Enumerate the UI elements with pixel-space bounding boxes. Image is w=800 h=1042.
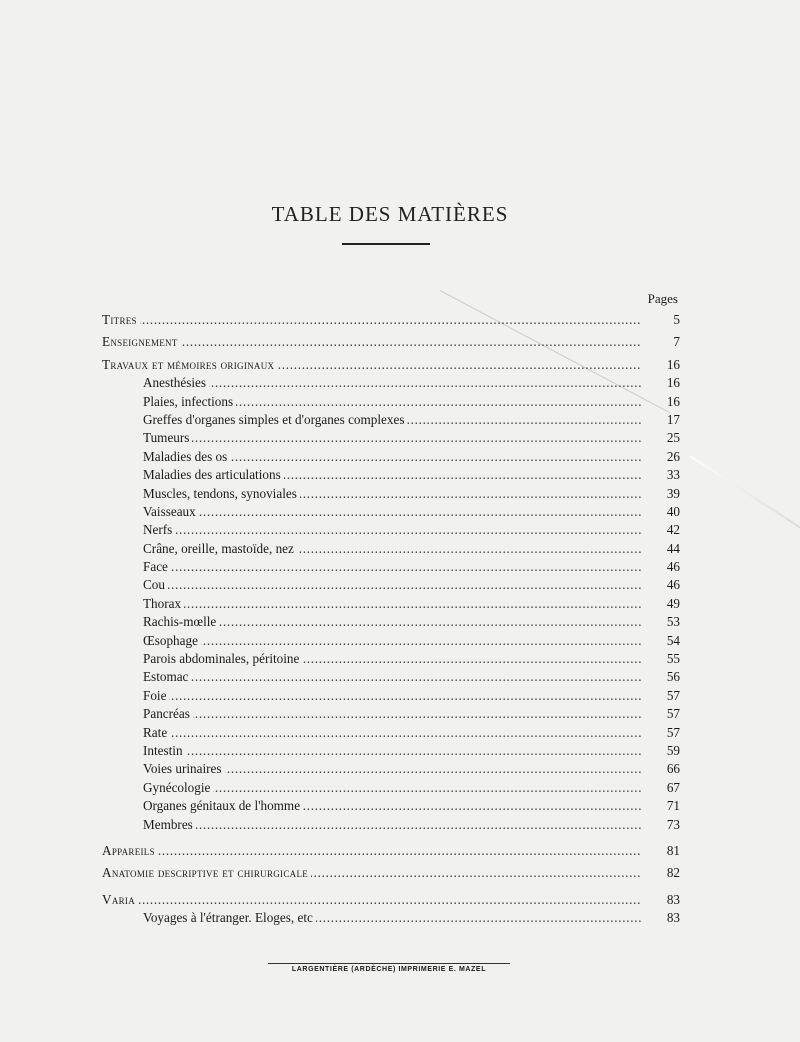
toc-entry-label: Intestin xyxy=(143,743,186,758)
toc-entry xyxy=(0,864,800,882)
toc-entry-label: Plaies, infections xyxy=(143,394,236,409)
toc-entry-label: Vaisseaux xyxy=(143,504,199,519)
toc-entry-page: 55 xyxy=(666,651,680,667)
toc-entry-label: Tumeurs xyxy=(143,430,192,445)
toc-entry xyxy=(0,576,800,594)
toc-entry-label: Œsophage xyxy=(143,633,201,648)
toc-entry-page: 57 xyxy=(666,687,680,703)
toc-entry xyxy=(0,650,800,668)
toc-entry-page: 26 xyxy=(666,448,680,464)
toc-entry-label: Face xyxy=(143,559,171,574)
toc-entry xyxy=(0,411,800,429)
toc-entry-page: 66 xyxy=(666,761,680,777)
toc-entry-label: Voyages à l'étranger. Eloges, etc xyxy=(143,910,316,925)
toc-entry xyxy=(0,632,800,650)
toc-entry-label: Titres xyxy=(102,312,140,327)
toc-entry-page: 40 xyxy=(666,503,680,519)
toc-entry xyxy=(0,842,800,860)
toc-entry-label: Organes génitaux de l'homme xyxy=(143,798,303,813)
toc-entry xyxy=(0,595,800,613)
toc-entry-label: Foie xyxy=(143,688,169,703)
toc-entry-page: 83 xyxy=(666,891,680,907)
toc-entry xyxy=(0,891,800,909)
toc-entry-label: Gynécologie xyxy=(143,780,213,795)
toc-entry-label: Appareils xyxy=(102,843,158,858)
toc-entry xyxy=(0,705,800,723)
toc-entry xyxy=(0,333,800,351)
toc-entry xyxy=(0,668,800,686)
toc-entry-label: Maladies des articulations xyxy=(143,467,284,482)
toc-entry xyxy=(0,558,800,576)
toc-entry xyxy=(0,311,800,329)
toc-entry-page: 46 xyxy=(666,577,680,593)
toc-entry-label: Rachis-mœlle xyxy=(143,614,219,629)
toc-entry-label: Crâne, oreille, mastoïde, nez xyxy=(143,541,297,556)
toc-entry-label: Anesthésies xyxy=(143,375,209,390)
toc-entry-page: 59 xyxy=(666,742,680,758)
toc-entry-label: Nerfs xyxy=(143,522,175,537)
toc-entry-page: 71 xyxy=(666,798,680,814)
toc-entry-label: Rate xyxy=(143,725,170,740)
toc-entry-page: 83 xyxy=(666,910,680,926)
toc-entry-page: 39 xyxy=(666,485,680,501)
toc-entry-label: Muscles, tendons, synoviales xyxy=(143,486,300,501)
toc-entry-page: 42 xyxy=(666,522,680,538)
toc-entry-page: 17 xyxy=(666,411,680,427)
toc-entry xyxy=(0,760,800,778)
toc-entry xyxy=(0,448,800,466)
toc-entry-label: Varia xyxy=(102,892,138,907)
toc-entry-label: Greffes d'organes simples et d'organes complexes xyxy=(143,412,407,427)
toc-entry-label: Enseignement xyxy=(102,334,181,349)
toc-entry-page: 54 xyxy=(666,632,680,648)
toc-entry-page: 16 xyxy=(666,393,680,409)
toc-entry xyxy=(0,724,800,742)
toc-entry-label: Thorax xyxy=(143,596,184,611)
toc-entry-page: 81 xyxy=(666,842,680,858)
toc-entry xyxy=(0,503,800,521)
toc-entry-page: 57 xyxy=(666,724,680,740)
toc-entry-label: Pancréas xyxy=(143,706,193,721)
toc-entry-page: 82 xyxy=(666,865,680,881)
toc-entry xyxy=(0,909,800,927)
printer-imprint: LARGENTIÈRE (ARDÈCHE) IMPRIMERIE E. MAZEL xyxy=(291,966,487,973)
table-of-contents xyxy=(0,311,800,928)
toc-entry-page: 33 xyxy=(666,467,680,483)
toc-entry-page: 16 xyxy=(666,375,680,391)
toc-entry xyxy=(0,393,800,411)
toc-entry-label: Membres xyxy=(143,817,196,832)
toc-entry-label: Parois abdominales, péritoine xyxy=(143,651,302,666)
toc-entry xyxy=(0,613,800,631)
toc-entry-page: 16 xyxy=(666,356,680,372)
toc-entry-label: Anatomie descriptive et chirurgicale xyxy=(102,865,311,880)
toc-entry xyxy=(0,779,800,797)
toc-entry-page: 5 xyxy=(673,312,680,327)
toc-entry xyxy=(0,742,800,760)
toc-entry-page: 56 xyxy=(666,669,680,685)
toc-entry xyxy=(0,374,800,392)
toc-entry-page: 49 xyxy=(666,595,680,611)
toc-entry xyxy=(0,797,800,815)
toc-entry-page: 53 xyxy=(666,614,680,630)
toc-entry xyxy=(0,540,800,558)
toc-entry xyxy=(0,356,800,374)
toc-entry-page: 7 xyxy=(673,334,680,350)
toc-entry-page: 25 xyxy=(666,430,680,446)
toc-entry-page: 67 xyxy=(666,779,680,795)
toc-entry xyxy=(0,466,800,484)
toc-entry-page: 46 xyxy=(666,559,680,575)
toc-entry xyxy=(0,429,800,447)
toc-entry xyxy=(0,816,800,834)
toc-entry-label: Maladies des os xyxy=(143,449,230,464)
toc-entry-page: 73 xyxy=(666,816,680,832)
page-title: TABLE DES MATIÈRES xyxy=(271,202,509,226)
toc-entry xyxy=(0,485,800,503)
toc-entry-page: 57 xyxy=(666,706,680,722)
pages-column-header: Pages xyxy=(647,291,678,306)
toc-entry-page: 44 xyxy=(666,540,680,556)
toc-entry-label: Voies urinaires xyxy=(143,761,225,776)
toc-entry-label: Estomac xyxy=(143,669,191,684)
toc-entry xyxy=(0,687,800,705)
toc-entry-label: Travaux et mémoires originaux xyxy=(102,357,277,372)
footer-rule xyxy=(268,963,510,964)
toc-entry xyxy=(0,521,800,539)
title-rule xyxy=(342,243,430,245)
toc-entry-label: Cou xyxy=(143,577,168,592)
